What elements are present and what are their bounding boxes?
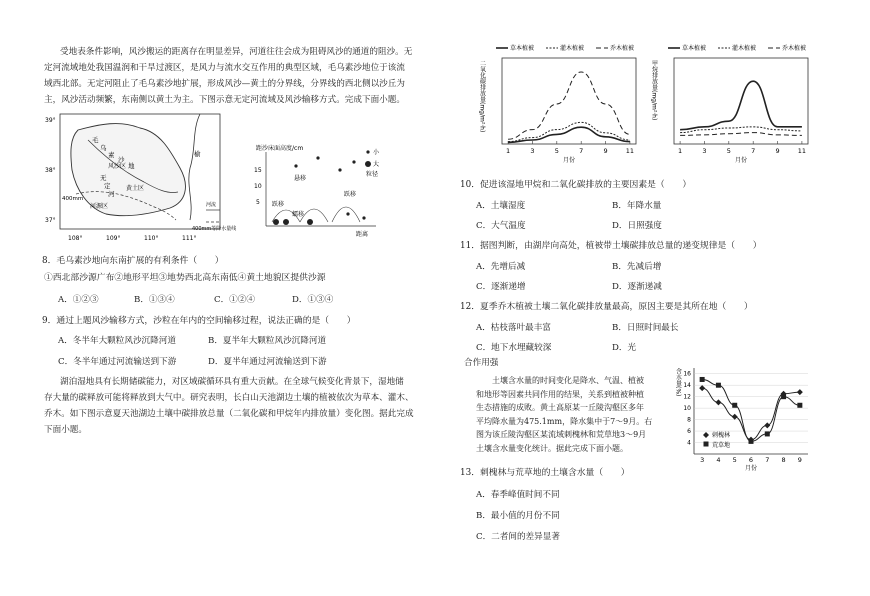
co2-legend-label: 乔木植被 [610,45,635,52]
q10-option-b[interactable]: B．年降水量 [612,201,662,211]
q12-option-b[interactable]: B．日照时间最长 [612,323,679,333]
moisture-xtick-label: 6 [748,456,754,464]
q11-option-d[interactable]: D．逐渐递减 [612,282,662,292]
lat-label: 37° [45,217,56,224]
moisture-point-square [765,431,770,436]
moisture-point-diamond [732,414,738,420]
moisture-point-diamond [699,385,705,391]
co2-ylabel: 二氧化碳排放量(mg/m²·h) [478,60,486,133]
co2-series-line [508,122,630,141]
ch4-series-line [680,81,802,130]
q11-option-c[interactable]: C．逐渐递增 [476,282,526,292]
transport-xlabel: 距离 [356,231,369,238]
lon-label: 108° [68,235,83,242]
moisture-legend-swatch [703,432,709,438]
transport-label: 跃移 [272,201,285,208]
moisture-ytick-label: 12 [683,393,691,401]
q12-option-c[interactable]: C．地下水埋藏较深 [476,343,552,353]
intro-passage [44,44,444,108]
question-12: 12．夏季乔木植被土壤二氧化碳排放量最高，原因主要是其所在地（ ） [460,302,753,312]
intro3-line: 图为该丘陵沟壑区某流域刺槐林和荒草地3～9月 [476,430,647,439]
q10-option-c[interactable]: C．大气温度 [476,221,526,231]
wuding-river-map [40,110,240,245]
transport-ytick: 5 [256,199,260,206]
region-label: 河源区 [90,203,109,210]
region-label: 素 [108,151,115,159]
ch4-legend-label: 乔木植被 [782,45,807,52]
q12-option-d-continued: 合作用强 [464,358,499,368]
isohyet-label: 400mm [62,196,84,202]
intro2-line: 存大量的碳释放可能将释放到大气中。研究表明，长白山天池湖边土壤的植被依次为草本、灌木、 [44,393,414,403]
intro-passage-2 [44,374,444,438]
question-13: 13．刺槐林与荒草地的土壤含水量（ ） [460,468,630,478]
moisture-point-square [700,377,705,382]
ch4-xtick-label: 7 [751,147,756,155]
moisture-legend-swatch [704,442,709,447]
q8-option-b[interactable]: B．①③④ [134,295,175,305]
region-label: 地 [128,162,135,170]
region-label: 黄土区 [126,185,145,192]
q11-option-b[interactable]: B．先减后增 [612,262,662,272]
co2-xtick-label: 1 [506,147,511,155]
moisture-ytick-label: 4 [687,439,691,447]
co2-xtick-label: 11 [625,147,635,155]
lat-label: 39° [45,117,56,124]
intro3-line: 土壤含水量的时间变化是降水、气温、植被 [492,376,644,385]
moisture-point-diamond [797,389,803,395]
ch4-emission-chart [648,40,818,170]
moisture-legend-label: 刺槐林 [712,432,731,439]
moisture-point-diamond [715,399,721,405]
intro-line: 域西北部。无定河阻止了毛乌素沙地扩展，形成风沙—黄土的分界线，分界线的西北侧以沙丘为 [44,79,405,89]
transport-label: 蠕移 [292,211,305,218]
ch4-xlabel: 月份 [734,157,748,164]
sand-transport-diagram [252,140,392,240]
lon-label: 110° [144,235,159,242]
co2-xtick-label: 9 [603,147,608,155]
ch4-xtick-label: 5 [726,147,731,155]
question-9: 9．通过上题风沙输移方式，沙粒在年内的空间输移过程，说法正确的是（ ） [42,316,356,326]
co2-xlabel: 月份 [562,157,576,164]
co2-legend-label: 草本植被 [510,45,535,52]
moisture-xtick-label: 9 [797,456,802,464]
legend-isohyet: 400mm等降水量线 [192,226,237,232]
moisture-xtick-label: 8 [781,456,786,464]
intro3-line: 和地形等因素共同作用的结果，关系到植被种植 [476,389,644,399]
region-label: 河 [108,190,115,198]
intro3-line: 土壤含水量变化统计。据此完成下面小题。 [476,443,628,453]
region-label: 风沙区 [108,163,127,170]
co2-emission-chart [476,40,646,170]
q12-option-a[interactable]: A．枯枝落叶最丰富 [476,323,551,333]
moisture-ylabel: 含水量(%) [674,368,682,397]
moisture-xtick-label: 3 [700,456,705,464]
co2-xtick-label: 5 [554,147,559,155]
moisture-xlabel: 月份 [744,465,758,472]
region-label: 榆 [194,150,201,158]
q13-option-c[interactable]: C．二者间的差异显著 [476,532,560,542]
moisture-ytick-label: 6 [687,428,691,436]
moisture-xtick-label: 4 [716,456,721,464]
q8-option-c[interactable]: C．①②④ [214,295,255,305]
moisture-ytick-label: 14 [683,382,691,390]
moisture-legend-label: 荒草地 [712,442,731,449]
q9-option-a[interactable]: A．冬半年大颗粒风沙沉降河道 [58,336,176,346]
moisture-ytick-label: 16 [683,370,691,378]
q9-option-b[interactable]: B．夏半年大颗粒风沙沉降河道 [208,336,327,346]
region-label: 乌 [100,144,107,152]
question-8-items: ①西北部沙源广布②地形平坦③地势西北高东南低④黄土地貌区提供沙源 [44,273,326,283]
intro-line: 定河流域地处我国温润和干旱过渡区，是风力与流水交互作用的典型区域，毛乌素沙地位于该流 [44,63,405,73]
intro-line: 受地表条件影响，风沙搬运的距离存在明显差异，河道往往会成为阻碍风沙的通道的阻沙。无 [60,47,413,57]
intro3-line: 生态措施的成败。黄土高原某一丘陵沟壑区多年 [476,403,644,412]
moisture-ytick-label: 10 [683,405,691,413]
moisture-point-square [797,403,802,408]
moisture-point-diamond [764,422,770,428]
q8-option-a[interactable]: A．①②③ [58,295,99,305]
legend-grain: 粒径 [366,171,379,178]
co2-xtick-label: 7 [579,147,584,155]
ch4-xtick-label: 11 [797,147,807,155]
co2-series-line [508,72,630,139]
moisture-point-square [732,403,737,408]
region-label: 无 [100,174,107,182]
q10-option-d[interactable]: D．日照强度 [612,221,662,231]
legend-river: 河流 [206,202,217,208]
intro2-line: 下面小题。 [44,425,87,435]
moisture-xtick-label: 7 [765,456,770,464]
moisture-point-square [716,383,721,388]
transport-ylabel: 距沙床面高度/cm [256,145,304,152]
intro-passage-3 [476,374,676,455]
transport-label: 悬移 [294,175,307,182]
q11-option-a[interactable]: A．先增后减 [476,262,526,272]
ch4-xtick-label: 1 [678,147,683,155]
moisture-xtick-label: 5 [732,456,737,464]
transport-ytick: 10 [254,183,262,190]
legend-small: 小 [373,149,380,156]
co2-legend-label: 灌木植被 [560,45,585,52]
soil-moisture-chart [672,360,822,472]
lon-label: 111° [182,235,197,242]
q10-option-a[interactable]: A．土壤湿度 [476,201,526,211]
intro2-line: 湖泊湿地具有长期储碳能力，对区域碳循环具有重大贡献。在全球气候变化背景下，湿地储 [60,377,404,387]
region-label: 毛 [92,136,99,144]
legend-large: 大 [373,161,380,168]
region-label: 沙 [118,156,125,164]
transport-label: 跃移 [344,191,357,198]
intro2-line: 乔木。如下图示意夏天池湖边土壤中碳排放总量（二氧化碳和甲烷年内排放量）变化图。据此完成 [44,409,414,419]
q9-option-d[interactable]: D．夏半年通过河流输送到下游 [208,357,327,367]
question-8: 8．毛乌素沙地向东南扩展的有利条件（ ） [42,256,224,266]
q8-option-d[interactable]: D．①③④ [292,295,334,305]
moisture-point-square [781,394,786,399]
transport-ytick: 15 [254,167,262,174]
lon-label: 109° [106,235,121,242]
ch4-xtick-label: 3 [702,147,707,155]
lat-label: 38° [45,167,56,174]
region-label: 定 [104,182,111,190]
moisture-ytick-label: 8 [687,416,691,424]
q13-option-a[interactable]: A．春季峰值时间不同 [476,490,560,500]
q12-option-d[interactable]: D．光 [612,343,637,353]
q13-option-b[interactable]: B．最小值的月份不同 [476,511,560,521]
question-10: 10．促进该湿地甲烷和二氧化碳排放的主要因素是（ ） [460,180,692,190]
q9-option-c[interactable]: C．冬半年通过河流输送到下游 [58,357,177,367]
ch4-ylabel: 甲烷排放量(mg/m²·h) [650,60,658,121]
intro3-line: 平均降水量为475.1mm，降水集中于7～9月。右 [476,416,653,426]
ch4-legend-label: 灌木植被 [732,45,757,52]
ch4-legend-label: 草本植被 [682,45,707,52]
ch4-xtick-label: 9 [775,147,780,155]
question-11: 11．据图判断，由湖岸向高处，植被带土壤碳排放总量的递变规律是（ ） [460,241,762,251]
co2-series-line [508,127,630,142]
intro-line: 主，风沙活动频繁，东南侧以黄土为主。下图示意无定河流域及风沙输移方式。完成下面小题。 [44,95,405,105]
moisture-point-square [749,439,754,444]
ch4-series-line [680,133,802,136]
co2-xtick-label: 3 [530,147,535,155]
